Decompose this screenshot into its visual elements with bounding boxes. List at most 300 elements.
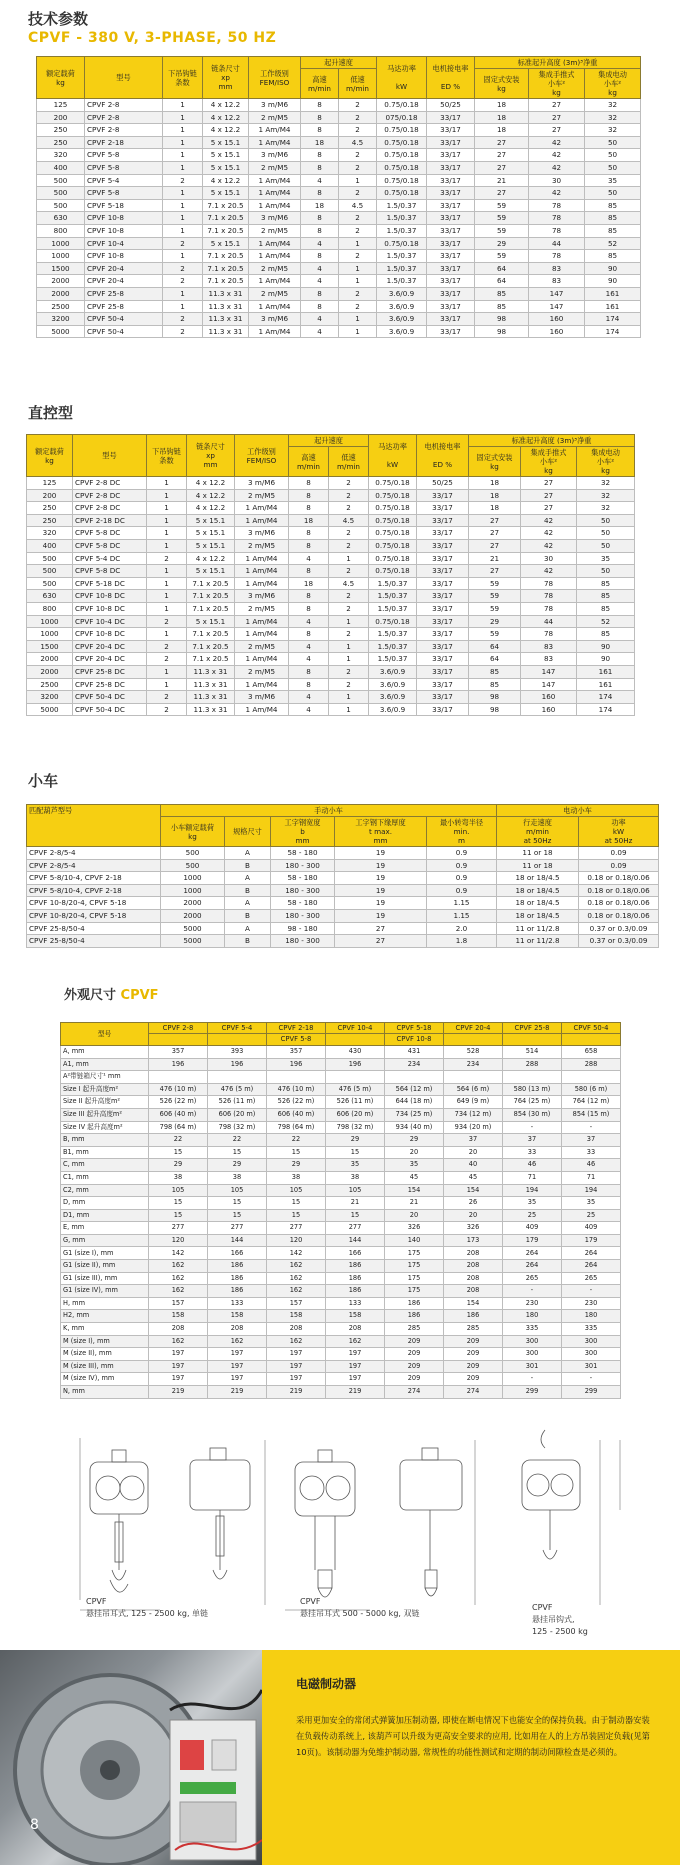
table-cell: 33 xyxy=(562,1146,621,1159)
table-cell: 186 xyxy=(385,1297,444,1310)
table-cell: 2 xyxy=(329,665,369,678)
table-cell xyxy=(267,1071,326,1084)
table-cell: 29 xyxy=(475,237,529,250)
table-row xyxy=(61,1197,621,1210)
table-cell: 409 xyxy=(562,1222,621,1235)
table-cell: 4 xyxy=(289,640,329,653)
dimensions-table xyxy=(60,1022,621,1399)
table-cell: 20 xyxy=(385,1209,444,1222)
table-cell: 30 xyxy=(529,174,585,187)
table-cell: 8 xyxy=(289,565,329,578)
table-cell: 2000 xyxy=(37,275,85,288)
table-cell: C, mm xyxy=(61,1159,149,1172)
table-cell: 3.6/0.9 xyxy=(369,703,417,716)
table-cell: 160 xyxy=(529,325,585,338)
direct-control-table xyxy=(26,434,635,716)
table-cell: 105 xyxy=(267,1184,326,1197)
table-cell: CPVF 50-4 DC xyxy=(73,703,147,716)
table-row xyxy=(61,1096,621,1109)
table-cell: 1 Am/M4 xyxy=(235,565,289,578)
table-cell: 2 xyxy=(339,250,377,263)
col-model: CPVF 2-8 xyxy=(149,1023,208,1034)
table-row xyxy=(27,502,635,515)
table-cell: 144 xyxy=(208,1234,267,1247)
table-cell: 125 xyxy=(37,99,85,112)
table-cell: 158 xyxy=(267,1310,326,1323)
table-row xyxy=(27,527,635,540)
table-cell: 2000 xyxy=(161,897,225,910)
table-cell: 18 or 18/4.5 xyxy=(497,909,579,922)
table-cell: - xyxy=(562,1373,621,1386)
table-cell: 18 or 18/4.5 xyxy=(497,872,579,885)
table-cell: - xyxy=(503,1285,562,1298)
table-cell: 19 xyxy=(335,909,427,922)
header-model: 型号 xyxy=(73,435,147,477)
table-cell: 208 xyxy=(208,1323,267,1336)
table-cell: 500 xyxy=(27,565,73,578)
table-cell: A xyxy=(225,897,271,910)
table-cell: B xyxy=(225,859,271,872)
table-cell: 162 xyxy=(149,1272,208,1285)
table-cell: 798 (32 m) xyxy=(326,1121,385,1134)
section-title-trolley: 小车 xyxy=(28,772,59,790)
table-cell: 1 xyxy=(163,124,203,137)
table-row xyxy=(61,1285,621,1298)
table-cell: CPVF 5-8 xyxy=(85,149,163,162)
table-cell: 2 xyxy=(339,300,377,313)
table-cell: 1.5/0.37 xyxy=(377,275,427,288)
table-cell: 0.9 xyxy=(427,859,497,872)
table-cell: 3.6/0.9 xyxy=(377,313,427,326)
table-row xyxy=(61,1159,621,1172)
table-cell: 142 xyxy=(267,1247,326,1260)
table-cell: 234 xyxy=(385,1058,444,1071)
table-cell: 2000 xyxy=(27,653,73,666)
table-cell: 208 xyxy=(149,1323,208,1336)
table-row xyxy=(37,224,641,237)
table-cell: 0.75/0.18 xyxy=(369,514,417,527)
table-cell: Size III 起升高度m² xyxy=(61,1108,149,1121)
table-cell: 186 xyxy=(208,1272,267,1285)
table-cell: 162 xyxy=(149,1285,208,1298)
table-cell: 85 xyxy=(577,628,635,641)
col-model: CPVF 5-4 xyxy=(208,1023,267,1034)
table-cell: 1 xyxy=(339,262,377,275)
table-cell: 3 m/M6 xyxy=(235,590,289,603)
table-cell: 18 xyxy=(475,124,529,137)
table-cell: A²带链箱尺寸¹ mm xyxy=(61,1071,149,1084)
table-cell: 27 xyxy=(469,514,521,527)
table-cell: 500 xyxy=(27,577,73,590)
table-cell: 59 xyxy=(469,590,521,603)
table-row xyxy=(37,136,641,149)
table-row xyxy=(27,628,635,641)
table-cell: 133 xyxy=(326,1297,385,1310)
table-cell: 2000 xyxy=(161,909,225,922)
header-lift: 起升速度 xyxy=(301,57,377,69)
table-cell: 35 xyxy=(503,1197,562,1210)
table-cell: 7.1 x 20.5 xyxy=(203,262,249,275)
table-cell: 35 xyxy=(562,1197,621,1210)
table-cell xyxy=(326,1071,385,1084)
table-row xyxy=(37,250,641,263)
table-cell: 431 xyxy=(385,1045,444,1058)
table-cell: 2 xyxy=(339,161,377,174)
table-cell: 1 xyxy=(147,678,187,691)
table-cell: 8 xyxy=(301,111,339,124)
table-cell: 8 xyxy=(289,628,329,641)
table-cell: 142 xyxy=(149,1247,208,1260)
header-falls: 下吊钩链 条数 xyxy=(147,435,187,477)
header-model: 型号 xyxy=(85,57,163,99)
table-cell: 27 xyxy=(521,477,577,490)
table-row xyxy=(61,1121,621,1134)
table-cell: 476 (5 m) xyxy=(326,1083,385,1096)
table-cell: 33/17 xyxy=(417,527,469,540)
table-cell: 277 xyxy=(208,1222,267,1235)
header-electric: 集成电动 小车² kg xyxy=(577,447,635,477)
table-cell: 174 xyxy=(585,325,641,338)
table-cell: CPVF 2-8 DC xyxy=(73,489,147,502)
table-row xyxy=(27,640,635,653)
table-cell: 0.9 xyxy=(427,884,497,897)
table-cell: 526 (11 m) xyxy=(208,1096,267,1109)
table-cell xyxy=(208,1071,267,1084)
table-row xyxy=(61,1146,621,1159)
table-cell: 5000 xyxy=(27,703,73,716)
table-cell: 35 xyxy=(385,1159,444,1172)
table-cell: 2 xyxy=(163,275,203,288)
table-cell: 180 - 300 xyxy=(271,884,335,897)
table-cell: 58 - 180 xyxy=(271,872,335,885)
table-cell: 180 - 300 xyxy=(271,909,335,922)
table-cell: 27 xyxy=(335,922,427,935)
table-cell: 1 xyxy=(163,300,203,313)
table-cell: 2 xyxy=(339,224,377,237)
table-cell: CPVF 20-4 DC xyxy=(73,653,147,666)
table-cell: 230 xyxy=(503,1297,562,1310)
table-cell: 50 xyxy=(577,565,635,578)
table-cell: 0.18 or 0.18/0.06 xyxy=(579,897,659,910)
table-cell: 59 xyxy=(469,577,521,590)
table-cell: 32 xyxy=(577,502,635,515)
table-cell: 64 xyxy=(475,262,529,275)
table-cell: 8 xyxy=(289,590,329,603)
table-cell: 580 (6 m) xyxy=(562,1083,621,1096)
table-cell: 50 xyxy=(585,136,641,149)
table-cell: 42 xyxy=(521,539,577,552)
table-cell: 2 xyxy=(163,174,203,187)
table-cell: B, mm xyxy=(61,1134,149,1147)
table-cell: 21 xyxy=(475,174,529,187)
table-cell: 285 xyxy=(385,1323,444,1336)
table-cell: 7.1 x 20.5 xyxy=(187,653,235,666)
table-cell: A, mm xyxy=(61,1045,149,1058)
table-cell: 250 xyxy=(37,124,85,137)
dimensions-brand: CPVF xyxy=(120,988,159,1003)
table-cell: 35 xyxy=(577,552,635,565)
table-cell: 335 xyxy=(503,1323,562,1336)
table-cell: 18 or 18/4.5 xyxy=(497,897,579,910)
table-cell: 59 xyxy=(475,224,529,237)
table-cell: 1 xyxy=(339,325,377,338)
table-cell: 320 xyxy=(27,527,73,540)
table-cell: 1 xyxy=(147,502,187,515)
table-cell: 33/17 xyxy=(427,149,475,162)
table-cell: 357 xyxy=(149,1045,208,1058)
table-cell: 85 xyxy=(577,602,635,615)
table-cell: 500 xyxy=(37,199,85,212)
table-cell: 0.75/0.18 xyxy=(369,615,417,628)
table-cell: 644 (18 m) xyxy=(385,1096,444,1109)
table-cell: H, mm xyxy=(61,1297,149,1310)
table-cell: 2 xyxy=(339,212,377,225)
table-cell: 1 xyxy=(163,224,203,237)
table-cell: 8 xyxy=(289,602,329,615)
table-cell: B xyxy=(225,935,271,948)
table-cell: 5 x 15.1 xyxy=(187,527,235,540)
table-cell: CPVF 20-4 xyxy=(85,275,163,288)
table-cell: 5 x 15.1 xyxy=(187,539,235,552)
table-row xyxy=(61,1134,621,1147)
table-cell: 1 xyxy=(163,99,203,112)
table-cell: 59 xyxy=(469,602,521,615)
table-cell: 526 (11 m) xyxy=(326,1096,385,1109)
table-cell: 1000 xyxy=(37,237,85,250)
col-model: CPVF 10-4 xyxy=(326,1023,385,1034)
table-cell: 5000 xyxy=(37,325,85,338)
table-cell: 764 (12 m) xyxy=(562,1096,621,1109)
table-cell: CPVF 10-8 DC xyxy=(73,628,147,641)
table-row xyxy=(61,1058,621,1071)
header-duty: 电机接电率 ED % xyxy=(427,57,475,99)
table-cell: 3.6/0.9 xyxy=(369,665,417,678)
table-cell: 500 xyxy=(27,552,73,565)
table-cell: 174 xyxy=(577,703,635,716)
table-cell: 0.75/0.18 xyxy=(369,539,417,552)
table-cell: 209 xyxy=(385,1373,444,1386)
table-cell: 1 Am/M4 xyxy=(249,237,301,250)
brake-photo-illustration xyxy=(0,1650,262,1865)
header-manual: 集成手推式 小车² kg xyxy=(521,447,577,477)
table-cell: 606 (20 m) xyxy=(208,1108,267,1121)
table-cell: 1 xyxy=(163,212,203,225)
table-cell: 90 xyxy=(577,653,635,666)
table-cell: 26 xyxy=(444,1197,503,1210)
table-cell: CPVF 5-8 xyxy=(85,161,163,174)
table-cell: 98 xyxy=(469,703,521,716)
table-cell: 160 xyxy=(529,313,585,326)
drawing-caption-3: CPVF 悬挂吊钩式, 125 - 2500 kg xyxy=(532,1603,588,1636)
table-cell: 32 xyxy=(585,99,641,112)
table-cell: 11.3 x 31 xyxy=(187,703,235,716)
table-cell: 37 xyxy=(444,1134,503,1147)
table-cell xyxy=(149,1071,208,1084)
table-cell: 230 xyxy=(562,1297,621,1310)
table-cell: 22 xyxy=(149,1134,208,1147)
table-cell: 209 xyxy=(444,1348,503,1361)
table-cell: C1, mm xyxy=(61,1171,149,1184)
table-cell: 514 xyxy=(503,1045,562,1058)
table-cell: 3 m/M6 xyxy=(249,313,301,326)
table-cell: 175 xyxy=(385,1247,444,1260)
table-cell: 25 xyxy=(562,1209,621,1222)
table-cell: 197 xyxy=(208,1360,267,1373)
table-cell: 1500 xyxy=(37,262,85,275)
table-cell: Size II 起升高度m² xyxy=(61,1096,149,1109)
table-cell: 162 xyxy=(267,1272,326,1285)
table-cell: 1 xyxy=(329,640,369,653)
table-row xyxy=(61,1083,621,1096)
table-cell: 27 xyxy=(475,161,529,174)
table-cell: CPVF 2-8/5-4 xyxy=(27,859,161,872)
table-cell: 277 xyxy=(267,1222,326,1235)
table-cell: 500 xyxy=(161,859,225,872)
table-cell: 174 xyxy=(577,691,635,704)
header-travel-speed: 行走速度 m/min at 50Hz xyxy=(497,817,579,847)
table-cell: 158 xyxy=(149,1310,208,1323)
table-cell: 277 xyxy=(149,1222,208,1235)
table-cell: 0.09 xyxy=(579,847,659,860)
table-cell: 8 xyxy=(301,99,339,112)
table-cell: 11.3 x 31 xyxy=(203,313,249,326)
table-cell: 40 xyxy=(444,1159,503,1172)
table-cell: 42 xyxy=(521,514,577,527)
table-cell: 18 xyxy=(289,514,329,527)
table-cell: 197 xyxy=(208,1348,267,1361)
table-cell: 179 xyxy=(503,1234,562,1247)
table-cell: 197 xyxy=(149,1360,208,1373)
table-row xyxy=(27,539,635,552)
table-row xyxy=(27,691,635,704)
table-cell: 2 xyxy=(329,527,369,540)
table-row xyxy=(27,552,635,565)
table-cell: 33/17 xyxy=(417,514,469,527)
table-row xyxy=(27,909,659,922)
table-cell: 1 Am/M4 xyxy=(249,124,301,137)
table-cell: 98 xyxy=(469,691,521,704)
table-cell: 1 Am/M4 xyxy=(235,653,289,666)
table-cell: 1 Am/M4 xyxy=(249,187,301,200)
table-row xyxy=(27,477,635,490)
table-cell: A1, mm xyxy=(61,1058,149,1071)
table-cell: 15 xyxy=(326,1209,385,1222)
table-cell: 33/17 xyxy=(417,539,469,552)
table-cell: 4 xyxy=(301,275,339,288)
table-row xyxy=(37,124,641,137)
table-row xyxy=(61,1373,621,1386)
drawing-single-chain-front xyxy=(80,1438,160,1610)
table-cell: 27 xyxy=(469,539,521,552)
table-cell: 27 xyxy=(475,187,529,200)
table-cell: 4 x 12.2 xyxy=(187,477,235,490)
drawing-double-chain-front xyxy=(285,1450,370,1610)
table-cell: 33/17 xyxy=(417,653,469,666)
table-cell: 1 Am/M4 xyxy=(235,514,289,527)
table-cell: 105 xyxy=(208,1184,267,1197)
table-cell: 196 xyxy=(149,1058,208,1071)
table-cell: 15 xyxy=(267,1146,326,1159)
table-cell: 2 m/M5 xyxy=(235,489,289,502)
header-electric: 集成电动 小车² kg xyxy=(585,69,641,99)
table-cell: 15 xyxy=(149,1209,208,1222)
table-cell: 83 xyxy=(529,262,585,275)
table-row xyxy=(61,1045,621,1058)
table-cell: 4 xyxy=(289,615,329,628)
table-cell: 209 xyxy=(385,1348,444,1361)
table-cell: CPVF 10-4 xyxy=(85,237,163,250)
table-cell: 52 xyxy=(585,237,641,250)
table-cell: 85 xyxy=(469,678,521,691)
table-cell: 400 xyxy=(37,161,85,174)
table-cell: 11 or 18 xyxy=(497,847,579,860)
table-cell: 27 xyxy=(469,565,521,578)
table-cell: 85 xyxy=(577,590,635,603)
table-cell: 265 xyxy=(562,1272,621,1285)
table-cell: CPVF 2-8/5-4 xyxy=(27,847,161,860)
table-cell: 301 xyxy=(562,1360,621,1373)
table-cell: 0.75/0.18 xyxy=(369,477,417,490)
table-cell: 1000 xyxy=(27,615,73,628)
header-falls: 下吊钩链 条数 xyxy=(163,57,203,99)
header-trolley-load: 小车额定载荷 kg xyxy=(161,817,225,847)
table-cell: 1000 xyxy=(37,250,85,263)
table-cell: 18 or 18/4.5 xyxy=(497,884,579,897)
table-cell: 8 xyxy=(289,502,329,515)
table-cell: 1 xyxy=(147,527,187,540)
table-cell: 180 - 300 xyxy=(271,935,335,948)
table-cell: 265 xyxy=(503,1272,562,1285)
table-cell: 18 xyxy=(301,136,339,149)
table-cell: 32 xyxy=(585,124,641,137)
table-cell: 5 x 15.1 xyxy=(187,615,235,628)
table-cell: 2500 xyxy=(27,678,73,691)
table-cell: 8 xyxy=(301,287,339,300)
table-cell: 33/17 xyxy=(417,552,469,565)
table-cell: 27 xyxy=(469,527,521,540)
table-cell: 219 xyxy=(208,1386,267,1399)
table-row xyxy=(27,565,635,578)
table-row xyxy=(27,577,635,590)
table-cell: 15 xyxy=(208,1197,267,1210)
table-cell: 197 xyxy=(149,1348,208,1361)
table-row xyxy=(27,653,635,666)
table-cell: 4 xyxy=(301,325,339,338)
header-flange: 工字钢宽度 b mm xyxy=(271,817,335,847)
table-cell: 1000 xyxy=(27,628,73,641)
table-cell: 264 xyxy=(503,1247,562,1260)
table-cell: 2 xyxy=(147,552,187,565)
table-cell: 300 xyxy=(503,1348,562,1361)
table-cell: 33/17 xyxy=(417,565,469,578)
table-cell: 2 xyxy=(147,640,187,653)
table-cell: 78 xyxy=(521,577,577,590)
table-cell: 0.9 xyxy=(427,847,497,860)
header-duty: 电机接电率 ED % xyxy=(417,435,469,477)
table-cell: 19 xyxy=(335,847,427,860)
table-cell: 208 xyxy=(444,1285,503,1298)
table-cell: 29 xyxy=(208,1159,267,1172)
table-cell: CPVF 10-8/20-4, CPVF 5-18 xyxy=(27,909,161,922)
table-cell: 78 xyxy=(529,212,585,225)
table-cell xyxy=(503,1071,562,1084)
table-cell: 85 xyxy=(585,199,641,212)
table-cell: 2 m/M5 xyxy=(235,665,289,678)
table-cell: CPVF 10-4 DC xyxy=(73,615,147,628)
table-cell: 800 xyxy=(27,602,73,615)
col-model: CPVF 2-18 xyxy=(267,1023,326,1034)
table-cell: 1.5/0.37 xyxy=(369,640,417,653)
